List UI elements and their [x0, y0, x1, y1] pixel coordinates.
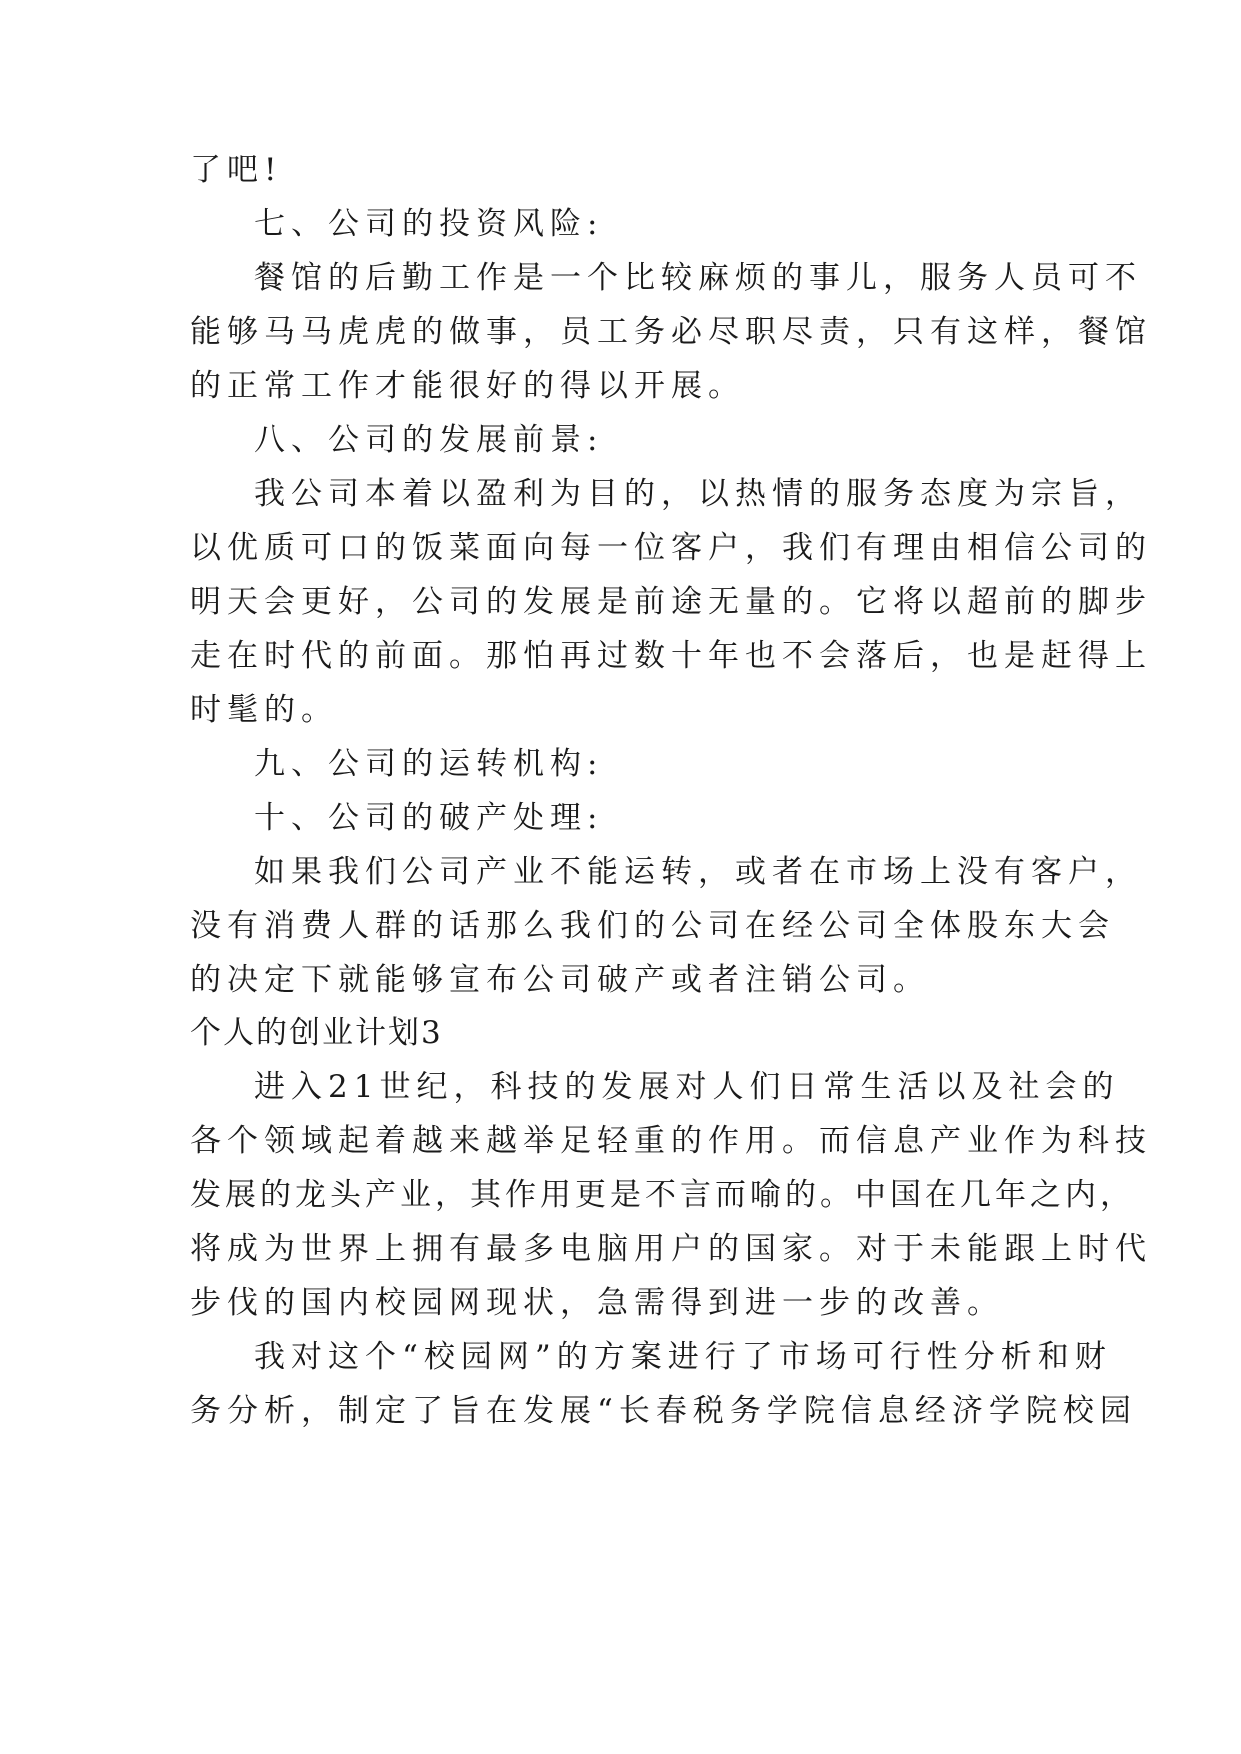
text-line: 能够马马虎虎的做事，员工务必尽职尽责，只有这样，餐馆	[190, 314, 1152, 350]
text-line: 时髦的。	[190, 692, 338, 728]
text-line: 了吧!	[190, 152, 283, 188]
text-line: 明天会更好，公司的发展是前途无量的。它将以超前的脚步	[190, 584, 1152, 620]
text-line: 如果我们公司产业不能运转，或者在市场上没有客户，	[254, 854, 1142, 890]
text-line: 务分析，制定了旨在发展“长春税务学院信息经济学院校园	[190, 1393, 1137, 1429]
section-heading-8: 八、公司的发展前景:	[254, 422, 604, 458]
text-line: 餐馆的后勤工作是一个比较麻烦的事儿，服务人员可不	[254, 260, 1142, 296]
section-heading-7: 七、公司的投资风险:	[254, 206, 604, 242]
section-heading-9: 九、公司的运转机构:	[254, 746, 604, 782]
section-heading-10: 十、公司的破产处理:	[254, 800, 604, 836]
document-subtitle: 个人的创业计划3	[190, 1015, 443, 1051]
text-line: 各个领域起着越来越举足轻重的作用。而信息产业作为科技	[190, 1123, 1152, 1159]
text-line: 的正常工作才能很好的得以开展。	[190, 368, 745, 404]
text-line: 没有消费人群的话那么我们的公司在经公司全体股东大会	[190, 908, 1115, 944]
text-line: 将成为世界上拥有最多电脑用户的国家。对于未能跟上时代	[190, 1231, 1152, 1267]
text-line: 进入21世纪，科技的发展对人们日常生活以及社会的	[254, 1069, 1120, 1105]
text-line: 以优质可口的饭菜面向每一位客户，我们有理由相信公司的	[190, 530, 1152, 566]
text-line: 我对这个“校园网”的方案进行了市场可行性分析和财	[254, 1339, 1112, 1375]
text-line: 我公司本着以盈利为目的，以热情的服务态度为宗旨，	[254, 476, 1142, 512]
text-line: 的决定下就能够宣布公司破产或者注销公司。	[190, 962, 930, 998]
text-line: 走在时代的前面。那怕再过数十年也不会落后，也是赶得上	[190, 638, 1152, 674]
text-line: 步伐的国内校园网现状，急需得到进一步的改善。	[190, 1285, 1004, 1321]
text-line: 发展的龙头产业，其作用更是不言而喻的。中国在几年之内，	[190, 1177, 1135, 1213]
